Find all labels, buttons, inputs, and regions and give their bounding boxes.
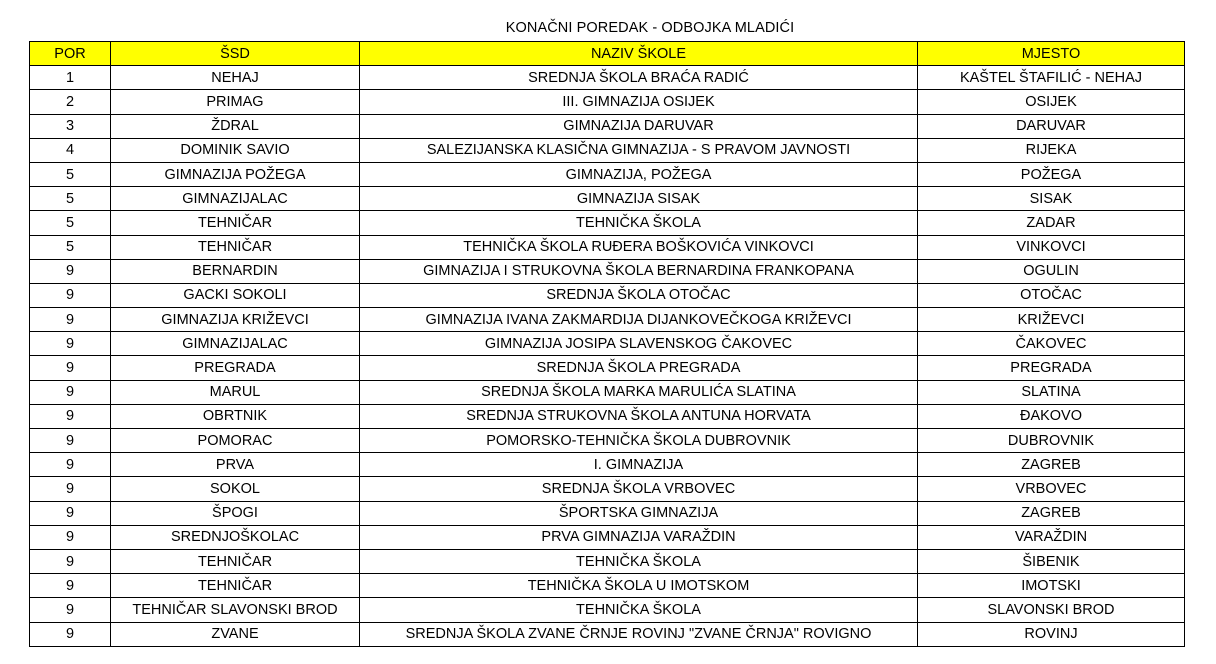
table-row [30,114,1185,138]
cell-por: 9 [30,380,111,404]
cell-por: 9 [30,501,111,525]
cell-por: 9 [30,283,111,307]
cell-por: 9 [30,332,111,356]
header-naziv-skole: NAZIV ŠKOLE [360,42,918,66]
cell-por: 9 [30,308,111,332]
cell-por: 9 [30,574,111,598]
cell-naziv-skole: GIMNAZIJA JOSIPA SLAVENSKOG ČAKOVEC [360,332,918,356]
cell-por: 1 [30,66,111,90]
cell-por: 9 [30,622,111,646]
cell-mjesto: RIJEKA [918,138,1185,162]
cell-naziv-skole: TEHNIČKA ŠKOLA [360,211,918,235]
cell-por: 9 [30,549,111,573]
cell-mjesto: KRIŽEVCI [918,308,1185,332]
table-row [30,622,1185,646]
cell-naziv-skole: GIMNAZIJA I STRUKOVNA ŠKOLA BERNARDINA FRANKOPANA [360,259,918,283]
cell-ssd: GIMNAZIJALAC [111,332,360,356]
cell-naziv-skole: SREDNJA ŠKOLA MARKA MARULIĆA SLATINA [360,380,918,404]
table-row [30,308,1185,332]
cell-mjesto: ZAGREB [918,453,1185,477]
table-row [30,187,1185,211]
cell-mjesto: ĐAKOVO [918,404,1185,428]
table-row [30,453,1185,477]
cell-naziv-skole: TEHNIČKA ŠKOLA U IMOTSKOM [360,574,918,598]
cell-naziv-skole: III. GIMNAZIJA OSIJEK [360,90,918,114]
cell-ssd: PREGRADA [111,356,360,380]
cell-por: 9 [30,525,111,549]
table-row [30,66,1185,90]
cell-por: 9 [30,429,111,453]
cell-ssd: NEHAJ [111,66,360,90]
cell-naziv-skole: SREDNJA ŠKOLA ZVANE ČRNJE ROVINJ "ZVANE ČRNJA" ROVIGNO [360,622,918,646]
cell-mjesto: SISAK [918,187,1185,211]
table-row [30,598,1185,622]
cell-por: 3 [30,114,111,138]
table-row [30,574,1185,598]
header-mjesto: MJESTO [918,42,1185,66]
cell-mjesto: DUBROVNIK [918,429,1185,453]
cell-mjesto: VRBOVEC [918,477,1185,501]
cell-naziv-skole: GIMNAZIJA SISAK [360,187,918,211]
cell-mjesto: OGULIN [918,259,1185,283]
cell-por: 9 [30,259,111,283]
cell-por: 9 [30,453,111,477]
cell-por: 2 [30,90,111,114]
cell-mjesto: ROVINJ [918,622,1185,646]
table-row [30,549,1185,573]
table-row [30,259,1185,283]
cell-mjesto: SLATINA [918,380,1185,404]
cell-naziv-skole: SREDNJA STRUKOVNA ŠKOLA ANTUNA HORVATA [360,404,918,428]
cell-naziv-skole: SREDNJA ŠKOLA VRBOVEC [360,477,918,501]
cell-ssd: GIMNAZIJA KRIŽEVCI [111,308,360,332]
cell-ssd: SOKOL [111,477,360,501]
cell-mjesto: DARUVAR [918,114,1185,138]
page-title: KONAČNI POREDAK - ODBOJKA MLADIĆI [505,20,795,36]
cell-ssd: MARUL [111,380,360,404]
cell-naziv-skole: GIMNAZIJA IVANA ZAKMARDIJA DIJANKOVEČKOGA KRIŽEVCI [360,308,918,332]
cell-ssd: TEHNIČAR [111,549,360,573]
cell-ssd: ŠPOGI [111,501,360,525]
cell-por: 5 [30,211,111,235]
cell-ssd: SREDNJOŠKOLAC [111,525,360,549]
cell-mjesto: VINKOVCI [918,235,1185,259]
table-row [30,211,1185,235]
cell-por: 5 [30,162,111,186]
table-row [30,138,1185,162]
results-table [29,41,1185,647]
cell-naziv-skole: PRVA GIMNAZIJA VARAŽDIN [360,525,918,549]
cell-ssd: GIMNAZIJA POŽEGA [111,162,360,186]
cell-ssd: GACKI SOKOLI [111,283,360,307]
table-row [30,380,1185,404]
cell-ssd: GIMNAZIJALAC [111,187,360,211]
cell-mjesto: SLAVONSKI BROD [918,598,1185,622]
cell-mjesto: KAŠTEL ŠTAFILIĆ - NEHAJ [918,66,1185,90]
cell-mjesto: VARAŽDIN [918,525,1185,549]
cell-ssd: ZVANE [111,622,360,646]
cell-ssd: TEHNIČAR [111,211,360,235]
cell-por: 9 [30,477,111,501]
table-row [30,525,1185,549]
table-row [30,235,1185,259]
cell-naziv-skole: I. GIMNAZIJA [360,453,918,477]
cell-naziv-skole: GIMNAZIJA DARUVAR [360,114,918,138]
cell-ssd: POMORAC [111,429,360,453]
table-body [30,66,1185,647]
cell-ssd: TEHNIČAR [111,574,360,598]
table-row [30,404,1185,428]
table-row [30,283,1185,307]
cell-ssd: PRIMAG [111,90,360,114]
cell-naziv-skole: GIMNAZIJA, POŽEGA [360,162,918,186]
cell-mjesto: IMOTSKI [918,574,1185,598]
table-row [30,477,1185,501]
cell-naziv-skole: SREDNJA ŠKOLA OTOČAC [360,283,918,307]
cell-por: 9 [30,404,111,428]
cell-naziv-skole: SALEZIJANSKA KLASIČNA GIMNAZIJA - S PRAVOM JAVNOSTI [360,138,918,162]
cell-naziv-skole: TEHNIČKA ŠKOLA [360,549,918,573]
cell-mjesto: OSIJEK [918,90,1185,114]
cell-ssd: PRVA [111,453,360,477]
cell-por: 5 [30,187,111,211]
cell-ssd: OBRTNIK [111,404,360,428]
cell-mjesto: ŠIBENIK [918,549,1185,573]
cell-ssd: TEHNIČAR [111,235,360,259]
cell-mjesto: ZADAR [918,211,1185,235]
cell-mjesto: POŽEGA [918,162,1185,186]
cell-naziv-skole: ŠPORTSKA GIMNAZIJA [360,501,918,525]
cell-por: 9 [30,598,111,622]
header-ssd: ŠSD [111,42,360,66]
table-row [30,162,1185,186]
cell-naziv-skole: SREDNJA ŠKOLA BRAĆA RADIĆ [360,66,918,90]
table-row [30,332,1185,356]
cell-por: 9 [30,356,111,380]
cell-mjesto: OTOČAC [918,283,1185,307]
cell-ssd: ŽDRAL [111,114,360,138]
cell-naziv-skole: POMORSKO-TEHNIČKA ŠKOLA DUBROVNIK [360,429,918,453]
cell-por: 4 [30,138,111,162]
table-row [30,356,1185,380]
cell-naziv-skole: SREDNJA ŠKOLA PREGRADA [360,356,918,380]
cell-ssd: TEHNIČAR SLAVONSKI BROD [111,598,360,622]
header-por: POR [30,42,111,66]
cell-naziv-skole: TEHNIČKA ŠKOLA RUĐERA BOŠKOVIĆA VINKOVCI [360,235,918,259]
cell-por: 5 [30,235,111,259]
cell-naziv-skole: TEHNIČKA ŠKOLA [360,598,918,622]
cell-mjesto: ZAGREB [918,501,1185,525]
cell-ssd: BERNARDIN [111,259,360,283]
cell-mjesto: PREGRADA [918,356,1185,380]
cell-ssd: DOMINIK SAVIO [111,138,360,162]
cell-mjesto: ČAKOVEC [918,332,1185,356]
table-row [30,90,1185,114]
header-row [30,42,1185,66]
table-row [30,501,1185,525]
table-row [30,429,1185,453]
